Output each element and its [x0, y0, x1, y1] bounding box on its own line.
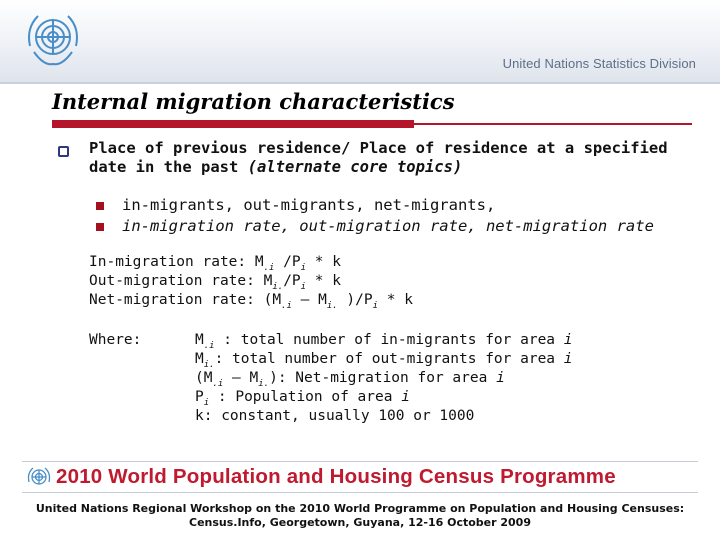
- main-bullet: [89, 139, 689, 177]
- footer: [0, 502, 720, 530]
- definition-line: $M_{i.}$: total number of out-migrants for area i: [195, 351, 573, 370]
- sub-bullet-item: in-migrants, out-migrants, net-migrants,: [122, 196, 496, 214]
- definition-line: $M_{.i}$ : total number of in-migrants for area i: [195, 332, 573, 351]
- definition-line: $P_i$ : Population of area i: [195, 389, 410, 408]
- main-bullet-italic: (alternate core topics): [247, 158, 463, 176]
- square-bullet-icon: [58, 146, 69, 157]
- un-emblem-icon: [20, 6, 86, 72]
- banner-text: 2010 World Population and Housing Census Programme: [56, 465, 616, 488]
- footer-line: Census.Info, Georgetown, Guyana, 12-16 October 2009: [189, 516, 531, 529]
- where-label: Where:: [89, 332, 142, 348]
- definition-line: $(M_{.i} - M_{i.})$: Net-migration for area i: [195, 370, 505, 389]
- sub-bullet-icon: [96, 202, 104, 210]
- organization-name: United Nations Statistics Division: [502, 56, 696, 71]
- title-underline-thick: [52, 120, 414, 128]
- sub-bullet-icon: [96, 223, 104, 231]
- net-migration-formula: Net-migration rate: ($M_{.i} - M_{i.}$ )$/P_i$ * k: [89, 292, 413, 311]
- sub-bullet-item: in-migration rate, out-migration rate, net-migration rate: [122, 217, 654, 235]
- title-underline: [52, 120, 692, 128]
- in-migration-formula: In-migration rate: $M_{.i}$ $/P_i$ * k: [89, 254, 341, 273]
- header-divider: [0, 82, 720, 84]
- definition-line: k: constant, usually 100 or 1000: [195, 408, 475, 424]
- census-programme-banner: [22, 461, 698, 493]
- out-migration-formula: Out-migration rate: $M_{i.}/P_i$ * k: [89, 273, 341, 292]
- un-emblem-icon: [26, 465, 52, 491]
- main-bullet-text: Place of previous residence/ Place of residence at a specified date in the past: [89, 139, 668, 176]
- footer-line: United Nations Regional Workshop on the 2010 World Programme on Population and Housing Censuses:: [35, 502, 685, 515]
- slide-title: Internal migration characteristics: [52, 89, 455, 114]
- header-band: [0, 0, 720, 82]
- title-underline-thin: [414, 123, 692, 125]
